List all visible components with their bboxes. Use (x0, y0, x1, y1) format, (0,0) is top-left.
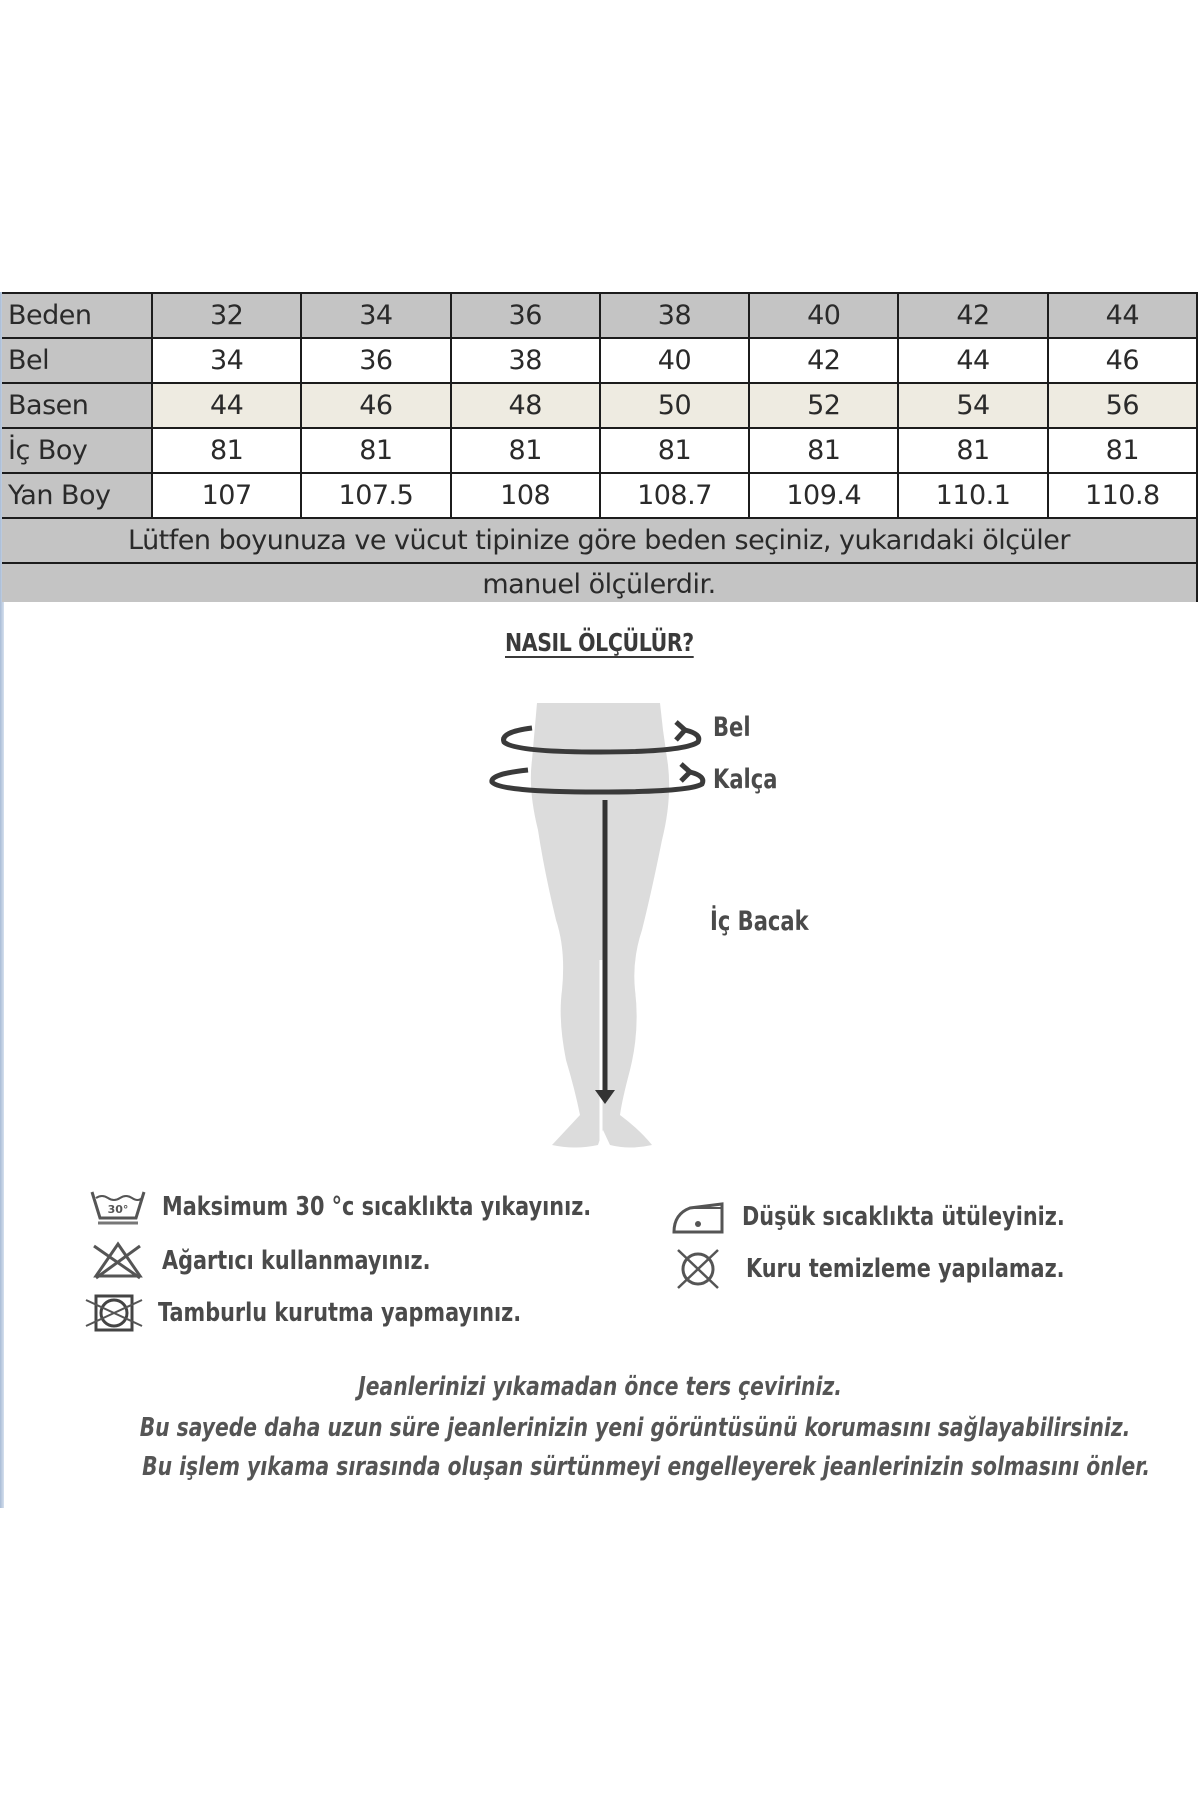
table-cell: 54 (898, 383, 1047, 428)
table-row-yan-boy (2, 473, 1197, 518)
table-row-bel (2, 338, 1197, 383)
table-cell: 81 (152, 428, 301, 473)
table-cell: 50 (600, 383, 749, 428)
size-cell: 38 (600, 293, 749, 338)
size-cell: 40 (749, 293, 898, 338)
size-chart-table (2, 292, 1198, 602)
row-label: İç Boy (2, 428, 152, 473)
hip-label: Kalça (713, 764, 778, 795)
size-cell: 36 (451, 293, 600, 338)
tip-text: Jeanlerinizi yıkamadan önce ters çeviriniz. (358, 1372, 842, 1402)
size-cell: 32 (152, 293, 301, 338)
table-cell: 81 (1048, 428, 1197, 473)
care-item-iron (668, 1196, 1145, 1238)
tip-line-2 (0, 1413, 1200, 1443)
tip-line-1 (0, 1372, 1200, 1402)
table-cell: 56 (1048, 383, 1197, 428)
no-dry-clean-icon (672, 1248, 732, 1290)
svg-text:30°: 30° (107, 1203, 129, 1216)
table-cell: 48 (451, 383, 600, 428)
table-cell: 81 (898, 428, 1047, 473)
care-text-no-bleach: Ağartıcı kullanmayınız. (162, 1246, 431, 1276)
table-cell: 109.4 (749, 473, 898, 518)
tip-line-3 (0, 1452, 1200, 1482)
row-label: Yan Boy (2, 473, 152, 518)
table-cell: 46 (301, 383, 450, 428)
table-cell: 108 (451, 473, 600, 518)
no-bleach-icon (88, 1240, 148, 1282)
care-item-no-dry-clean (672, 1248, 1144, 1290)
care-text-no-tumble-dry: Tamburlu kurutma yapmayınız. (158, 1298, 522, 1328)
table-row-sizes (2, 293, 1197, 338)
table-cell: 81 (749, 428, 898, 473)
size-note-line1: Lütfen boyunuza ve vücut tipinize göre beden seçiniz, yukarıdaki ölçüler (2, 518, 1197, 563)
waist-label: Bel (713, 712, 751, 743)
wash-30-icon (88, 1186, 148, 1228)
table-row-basen (2, 383, 1197, 428)
table-cell: 81 (451, 428, 600, 473)
table-cell: 108.7 (600, 473, 749, 518)
row-label: Basen (2, 383, 152, 428)
row-label-beden: Beden (2, 293, 152, 338)
size-cell: 42 (898, 293, 1047, 338)
body-silhouette-icon (470, 690, 870, 1160)
table-cell: 52 (749, 383, 898, 428)
no-tumble-dry-icon (84, 1292, 144, 1334)
care-text-wash: Maksimum 30 °c sıcaklıkta yıkayınız. (162, 1192, 592, 1222)
inseam-label: İç Bacak (710, 906, 809, 937)
table-cell: 38 (451, 338, 600, 383)
table-cell: 40 (600, 338, 749, 383)
table-cell: 46 (1048, 338, 1197, 383)
table-cell: 110.8 (1048, 473, 1197, 518)
size-cell: 34 (301, 293, 450, 338)
table-cell: 44 (152, 383, 301, 428)
table-cell: 81 (301, 428, 450, 473)
care-item-wash (88, 1186, 699, 1228)
table-cell: 107 (152, 473, 301, 518)
table-cell: 107.5 (301, 473, 450, 518)
care-item-no-tumble-dry (84, 1292, 612, 1334)
tip-text: Bu işlem yıkama sırasında oluşan sürtünmeyi engelleyerek jeanlerinizin solmasını önler. (142, 1452, 1151, 1482)
table-cell: 110.1 (898, 473, 1047, 518)
table-note-row (2, 563, 1197, 602)
care-text-iron: Düşük sıcaklıkta ütüleyiniz. (742, 1202, 1065, 1232)
care-item-no-bleach (88, 1240, 498, 1282)
size-cell: 44 (1048, 293, 1197, 338)
table-cell: 81 (600, 428, 749, 473)
table-row-ic-boy (2, 428, 1197, 473)
table-cell: 34 (152, 338, 301, 383)
tip-text: Bu sayede daha uzun süre jeanlerinizin yeni görüntüsünü korumasını sağlayabilirsiniz. (139, 1413, 1131, 1443)
measurement-figure (470, 690, 870, 1160)
table-note-row (2, 518, 1197, 563)
table-cell: 36 (301, 338, 450, 383)
how-to-measure-title: NASIL ÖLÇÜLÜR? (505, 628, 694, 657)
row-label: Bel (2, 338, 152, 383)
table-cell: 44 (898, 338, 1047, 383)
table-cell: 42 (749, 338, 898, 383)
iron-low-icon (668, 1196, 728, 1238)
size-note-line2: manuel ölçülerdir. (2, 563, 1197, 602)
care-text-no-dry-clean: Kuru temizleme yapılamaz. (746, 1254, 1065, 1284)
